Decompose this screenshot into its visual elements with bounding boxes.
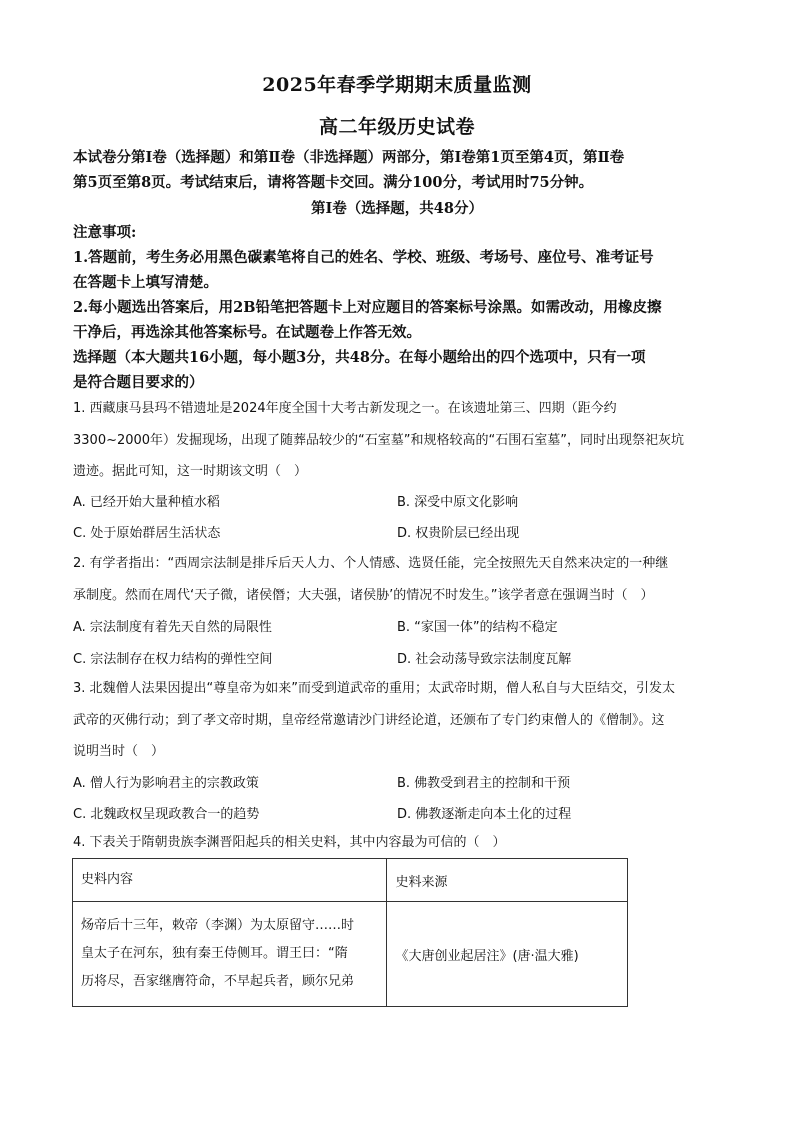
question-2-option-d[interactable]: D. 社会动荡导致宗法制度瓦解	[397, 652, 572, 667]
question-3-line-3: 说明当时（ ）	[73, 744, 165, 759]
note-1-line-1: 1.答题前，考生务必用黑色碳素笔将自己的姓名、学校、班级、考场号、座位号、准考证号	[73, 249, 654, 266]
question-1-option-d[interactable]: D. 权贵阶层已经出现	[397, 526, 520, 541]
question-4-line-1: 4. 下表关于隋朝贵族李渊晋阳起兵的相关史料，其中内容最为可信的（ ）	[73, 835, 506, 850]
source-content-line-2: 皇太子在河东，独有秦王侍侧耳。谓王曰：“隋	[81, 946, 348, 961]
source-origin-cell: 《大唐创业起居注》(唐·温大雅)	[387, 902, 628, 1007]
question-2-line-2: 承制度。然而在周代‘天子微，诸侯僭；大夫强，诸侯胁’的情况不时发生。”该学者意在强调当时（ ）	[73, 587, 654, 603]
section-title: 第Ⅰ卷（选择题，共48分）	[311, 200, 483, 217]
note-2-line-1: 2.每小题选出答案后，用2B铅笔把答题卡上对应题目的答案标号涂黑。如需改动，用橡皮擦	[73, 299, 662, 316]
note-2-line-2: 干净后，再选涂其他答案标号。在试题卷上作答无效。	[73, 324, 421, 341]
source-content-cell	[73, 902, 387, 1007]
source-content-line-1: 炀帝后十三年，敕帝（李渊）为太原留守……时	[81, 918, 355, 933]
question-3-option-c[interactable]: C. 北魏政权呈现政教合一的趋势	[73, 807, 260, 822]
question-3-options-row-1	[73, 772, 723, 796]
question-1	[73, 393, 723, 488]
question-2-options-row-2	[73, 648, 723, 672]
intro-text	[73, 145, 723, 195]
question-3	[73, 673, 723, 768]
exam-subtitle: 高二年级历史试卷	[318, 116, 475, 138]
question-1-line-3: 遗迹。据此可知，这一时期该文明（ ）	[73, 464, 308, 479]
source-content-line-3: 历将尽，吾家继膺符命，不早起兵者，顾尔兄弟	[81, 974, 355, 989]
question-1-option-a[interactable]: A. 已经开始大量种植水稻	[73, 495, 220, 510]
exam-title: 2025年春季学期期末质量监测	[262, 74, 532, 96]
question-1-line-2: 3300~2000年）发掘现场，出现了随葬品较少的“石室墓”和规格较高的“石围石室墓”，同时出现祭祀灰坑	[73, 432, 685, 448]
instructions-line-2: 是符合题目要求的）	[73, 374, 204, 391]
note-1-line-2: 在答题卡上填写清楚。	[73, 274, 218, 291]
question-1-options-row-2	[73, 522, 723, 546]
question-3-line-2: 武帝的灭佛行动；到了孝文帝时期，皇帝经常邀请沙门讲经论道，还颁布了专门约束僧人的《僧制》。这	[73, 712, 665, 728]
question-2-option-c[interactable]: C. 宗法制存在权力结构的弹性空间	[73, 652, 273, 667]
source-table-header-row	[73, 859, 628, 902]
source-table	[72, 858, 628, 1007]
notes-heading: 注意事项:	[73, 224, 137, 241]
question-4	[73, 827, 723, 859]
question-3-line-1: 3. 北魏僧人法果因提出“尊皇帝为如来”而受到道武帝的重用；太武帝时期，僧人私自与大臣结交，引发太	[73, 681, 676, 696]
question-2-option-b[interactable]: B. “家国一体”的结构不稳定	[397, 620, 558, 635]
intro-line-1: 本试卷分第Ⅰ卷（选择题）和第Ⅱ卷（非选择题）两部分，第Ⅰ卷第1页至第4页，第Ⅱ卷	[73, 149, 625, 166]
question-1-line-1: 1. 西藏康马县玛不错遗址是2024年度全国十大考古新发现之一。在该遗址第三、四期（距今约	[73, 401, 617, 416]
source-table-header-source: 史料来源	[387, 859, 628, 902]
question-2-options-row-1	[73, 616, 723, 640]
question-1-options-row-1	[73, 491, 723, 515]
question-1-option-b[interactable]: B. 深受中原文化影响	[397, 495, 519, 510]
question-3-option-b[interactable]: B. 佛教受到君主的控制和干预	[397, 776, 571, 791]
question-2-option-a[interactable]: A. 宗法制度有着先天自然的局限性	[73, 620, 272, 635]
question-1-option-c[interactable]: C. 处于原始群居生活状态	[73, 526, 221, 541]
intro-line-2: 第5页至第8页。考试结束后，请将答题卡交回。满分100分，考试用时75分钟。	[73, 174, 594, 191]
question-2-line-1: 2. 有学者指出：“西周宗法制是排斥后天人力、个人情感、选贤任能，完全按照先天自然来决定的一种继	[73, 556, 669, 571]
table-row	[73, 902, 628, 1007]
source-table-header-content: 史料内容	[73, 859, 387, 902]
notes-block	[73, 220, 723, 395]
question-3-option-d[interactable]: D. 佛教逐渐走向本土化的过程	[397, 807, 572, 822]
question-3-option-a[interactable]: A. 僧人行为影响君主的宗教政策	[73, 776, 259, 791]
instructions-line-1: 选择题（本大题共16小题，每小题3分，共48分。在每小题给出的四个选项中，只有一项	[73, 349, 646, 366]
question-2	[73, 548, 723, 611]
question-3-options-row-2	[73, 803, 723, 827]
